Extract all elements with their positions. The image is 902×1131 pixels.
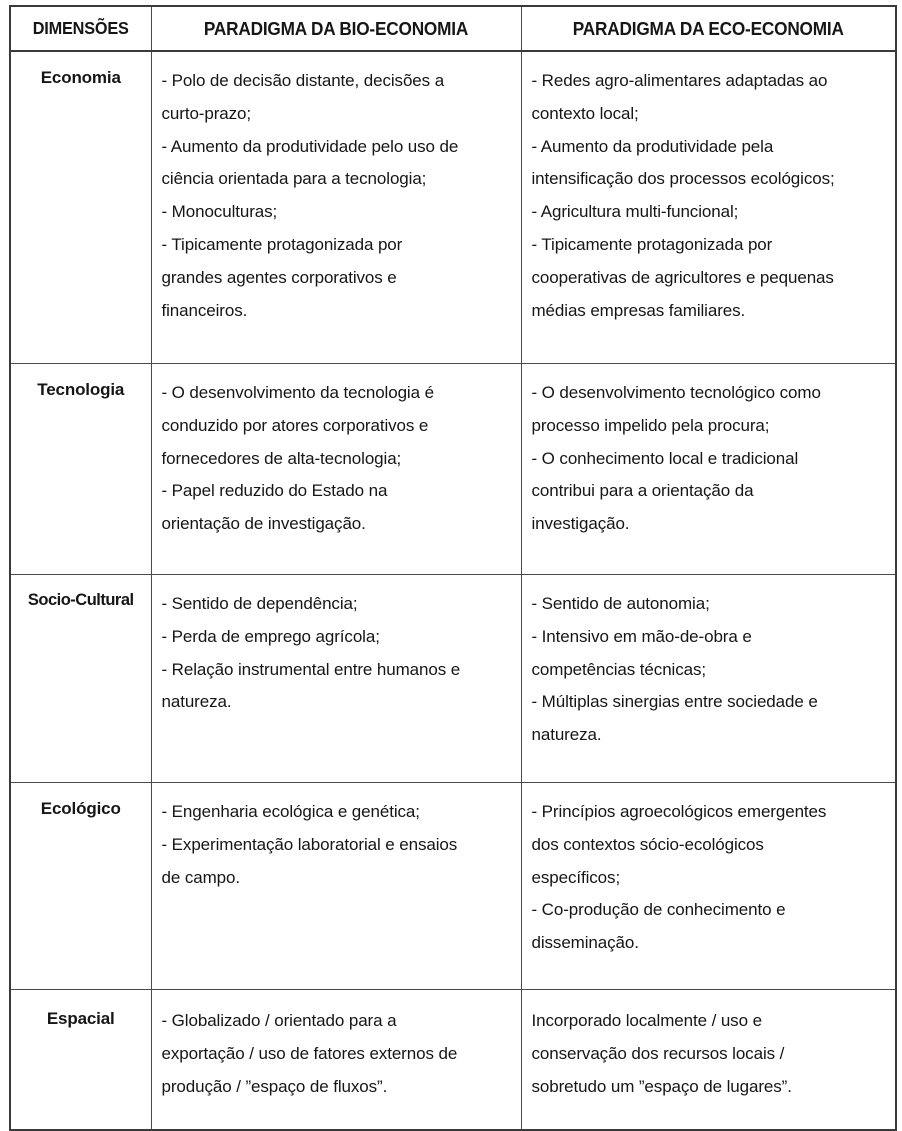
table-row	[10, 575, 896, 783]
text-line: de campo.	[161, 867, 240, 887]
text-line: conservação dos recursos locais /	[531, 1043, 785, 1063]
text-line: - Engenharia ecológica e genética;	[161, 802, 420, 821]
text-line: - Perda de emprego agrícola;	[161, 626, 380, 646]
paradigm-comparison-table	[9, 5, 897, 1131]
text-line: - O conhecimento local e tradicional	[531, 448, 799, 468]
text-line: - Agricultura multi-funcional;	[531, 202, 739, 222]
text-line: cooperativas de agricultores e pequenas	[531, 267, 834, 287]
table-header	[10, 6, 896, 51]
text-line: - O desenvolvimento tecnológico como	[531, 383, 821, 402]
text-line: - Co-produção de conhecimento e	[531, 900, 786, 920]
text-line: financeiros.	[161, 300, 248, 320]
text-line: específicos;	[531, 867, 621, 887]
dimension-label: Espacial	[46, 1009, 115, 1028]
text-line: - Relação instrumental entre humanos e	[161, 659, 461, 679]
text-line: natureza.	[161, 692, 232, 712]
text-line: - Polo de decisão distante, decisões a	[161, 71, 445, 90]
bio-cell-espacial	[151, 990, 521, 1131]
eco-cell-tecnologia	[521, 364, 896, 575]
text-line: médias empresas familiares.	[531, 300, 746, 320]
table-row	[10, 364, 896, 575]
text-line: - Tipicamente protagonizada por	[531, 234, 773, 254]
text-line: - Sentido de autonomia;	[531, 594, 710, 613]
text-line: contexto local;	[531, 103, 639, 123]
header-row	[10, 6, 896, 51]
text-line: dos contextos sócio-ecológicos	[531, 834, 764, 854]
text-line: - Globalizado / orientado para a	[161, 1011, 397, 1030]
text-line: conduzido por atores corporativos e	[161, 415, 429, 435]
text-line: - Aumento da produtividade pela	[531, 136, 774, 156]
text-line: - Múltiplas sinergias entre sociedade e	[531, 692, 818, 712]
dimension-cell-ecologico	[10, 783, 151, 990]
eco-cell-economia	[521, 51, 896, 364]
dimension-cell-espacial	[10, 990, 151, 1131]
text-line: orientação de investigação.	[161, 514, 366, 534]
text-line: - Experimentação laboratorial e ensaios	[161, 834, 458, 854]
text-line: fornecedores de alta-tecnologia;	[161, 448, 402, 468]
table-body	[10, 51, 896, 1130]
text-line: natureza.	[531, 725, 602, 745]
text-line: exportação / uso de fatores externos de	[161, 1043, 458, 1063]
text-line: intensificação dos processos ecológicos;	[531, 169, 835, 189]
dimension-cell-socio-cultural	[10, 575, 151, 783]
dimension-label: Socio-Cultural	[27, 591, 134, 609]
text-line: - Princípios agroecológicos emergentes	[531, 802, 827, 821]
text-line: investigação.	[531, 514, 630, 534]
text-line: disseminação.	[531, 933, 639, 953]
bio-cell-economia	[151, 51, 521, 364]
text-line: grandes agentes corporativos e	[161, 267, 397, 287]
dimension-cell-tecnologia	[10, 364, 151, 575]
dimension-label: Ecológico	[40, 799, 121, 818]
text-line: - Intensivo em mão-de-obra e	[531, 626, 752, 646]
column-header-eco-economia: PARADIGMA DA ECO-ECONOMIA	[534, 6, 883, 51]
dimension-cell-economia	[10, 51, 151, 364]
text-line: - Tipicamente protagonizada por	[161, 234, 403, 254]
table-row	[10, 51, 896, 364]
text-line: - O desenvolvimento da tecnologia é	[161, 383, 434, 402]
text-line: - Monoculturas;	[161, 202, 278, 222]
text-line: contribui para a orientação da	[531, 481, 754, 501]
text-line: - Sentido de dependência;	[161, 594, 358, 613]
table-row	[10, 990, 896, 1131]
text-line: sobretudo um ”espaço de lugares”.	[531, 1076, 792, 1096]
text-line: processo impelido pela procura;	[531, 415, 770, 435]
text-line: - Papel reduzido do Estado na	[161, 481, 388, 501]
bio-cell-ecologico	[151, 783, 521, 990]
column-header-dimensoes: DIMENSÕES	[15, 6, 146, 51]
text-line: Incorporado localmente / uso e	[531, 1011, 762, 1030]
eco-cell-espacial	[521, 990, 896, 1131]
dimension-label: Tecnologia	[37, 380, 125, 399]
bio-cell-socio-cultural	[151, 575, 521, 783]
column-header-bio-economia: PARADIGMA DA BIO-ECONOMIA	[164, 6, 508, 51]
text-line: produção / ”espaço de fluxos”.	[161, 1076, 388, 1096]
text-line: curto-prazo;	[161, 103, 252, 123]
bio-cell-tecnologia	[151, 364, 521, 575]
eco-cell-socio-cultural	[521, 575, 896, 783]
text-line: - Aumento da produtividade pelo uso de	[161, 136, 459, 156]
text-line: competências técnicas;	[531, 659, 706, 679]
eco-cell-ecologico	[521, 783, 896, 990]
table-row	[10, 783, 896, 990]
dimension-label: Economia	[40, 68, 121, 87]
text-line: ciência orientada para a tecnologia;	[161, 169, 427, 189]
text-line: - Redes agro-alimentares adaptadas ao	[531, 71, 828, 90]
